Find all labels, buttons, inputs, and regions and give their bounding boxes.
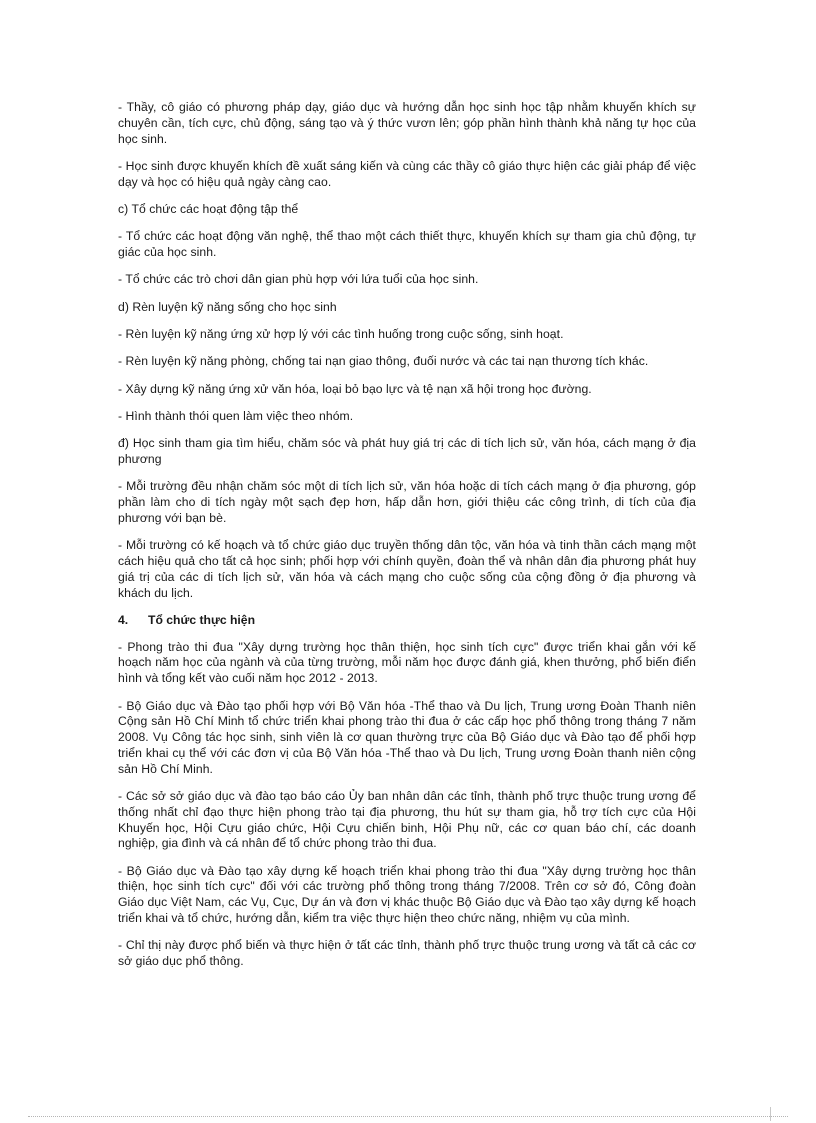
paragraph-ministry-coordination: - Bộ Giáo dục và Đào tạo phối hợp với Bộ Văn hóa -Thể thao và Du lịch, Trung ương Đoàn Thanh niên Cộng sản Hồ Chí Minh tổ chức triển khai phong trào thi đua ở các cấp học phổ thông trong tháng 7 năm 2008. Vụ Công tác học sinh, sinh viên là cơ quan thường trực của Bộ Giáo dục và Đào tạo để phối hợp triển khai cụ thể với các đơn vị của Bộ Văn hóa -Thể thao và Du lịch, Trung ương Đoàn thanh niên cộng sản Hồ Chí Minh. xyxy=(118,698,696,776)
document-page xyxy=(118,100,696,981)
subheading-life-skills: d) Rèn luyện kỹ năng sống cho học sinh xyxy=(118,299,337,314)
subheading-heritage: đ) Học sinh tham gia tìm hiểu, chăm sóc và phát huy giá trị các di tích lịch sử, văn hóa, cách mạng ở địa phương xyxy=(118,436,696,466)
paragraph-student-initiatives: - Học sinh được khuyến khích đề xuất sáng kiến và cùng các thầy cô giáo thực hiện các giải pháp để việc dạy và học có hiệu quả ngày càng cao. xyxy=(118,158,696,189)
paragraph-heritage-care: - Mỗi trường đều nhận chăm sóc một di tích lịch sử, văn hóa hoặc di tích cách mạng ở địa phương, góp phần làm cho di tích ngày một sạch đẹp hơn, hấp dẫn hơn, giới thiệu các công trình, di tích của địa phương với bạn bè. xyxy=(118,479,696,525)
section-title: Tổ chức thực hiện xyxy=(148,612,256,627)
paragraph-campaign-plan: - Phong trào thi đua "Xây dựng trường học thân thiện, học sinh tích cực" được triển khai gắn với kế hoạch năm học của ngành và của từng trường, mỗi năm học được đánh giá, khen thưởng, phổ biến điển hình và tổng kết vào cuối năm học 2012 - 2013. xyxy=(118,639,696,686)
subheading-collective-activities: c) Tổ chức các hoạt động tập thể xyxy=(118,201,299,216)
paragraph-teamwork: - Hình thành thói quen làm việc theo nhóm. xyxy=(118,408,354,423)
paragraph-behavior-skills: - Rèn luyện kỹ năng ứng xử hợp lý với các tình huống trong cuộc sống, sinh hoạt. xyxy=(118,326,564,341)
paragraph-provincial-departments: - Các sở sở giáo dục và đào tạo báo cáo Ủy ban nhân dân các tỉnh, thành phố trực thuộc trung ương để thống nhất chỉ đạo thực hiện phong trào tại địa phương, thu hút sự tham gia, hỗ trợ tích cực của Hội Khuyến học, Hội Cựu giáo chức, Hội Cựu chiến binh, Hội Phụ nữ, các cơ quan báo chí, các doanh nghiệp, gia đình và cá nhân để tổ chức phong trào thi đua. xyxy=(118,789,696,851)
paragraph-implementation-plan: - Bộ Giáo dục và Đào tạo xây dựng kế hoạch triển khai phong trào thi đua "Xây dựng trường học thân thiện, học sinh tích cực" đối với các trường phổ thông trong tháng 7/2008. Trên cơ sở đó, Công đoàn Giáo dục Việt Nam, các Vụ, Cục, Dự án và đơn vị khác thuộc Bộ Giáo dục và Đào tạo xây dựng kế hoạch triển khai và tổ chức, hướng dẫn, kiểm tra việc thực hiện theo chức năng, nhiệm vụ của mình. xyxy=(118,863,696,926)
paragraph-cultural-behavior: - Xây dựng kỹ năng ứng xử văn hóa, loại bỏ bạo lực và tệ nạn xã hội trong học đường. xyxy=(118,381,592,396)
paragraph-teachers-methods: - Thầy, cô giáo có phương pháp dạy, giáo dục và hướng dẫn học sinh học tập nhằm khuyến khích sự chuyên cần, tích cực, chủ động, sáng tạo và ý thức vươn lên; góp phần hình thành khả năng tự học của học sinh. xyxy=(118,100,696,146)
section-heading xyxy=(118,613,696,629)
paragraph-tradition-education: - Mỗi trường có kế hoạch và tổ chức giáo dục truyền thống dân tộc, văn hóa và tinh thần cách mạng một cách hiệu quả cho tất cả học sinh; phối hợp với chính quyền, đoàn thể và nhân dân địa phương phát huy giá trị của các di tích lịch sử, văn hóa và cách mạng cho cuộc sống của cộng đồng ở địa phương và khách du lịch. xyxy=(118,538,696,600)
paragraph-folk-games: - Tổ chức các trò chơi dân gian phù hợp với lứa tuổi của học sinh. xyxy=(118,272,479,287)
paragraph-arts-sports: - Tổ chức các hoạt động văn nghệ, thể thao một cách thiết thực, khuyến khích sự tham gia chủ động, tự giác của học sinh. xyxy=(118,229,696,260)
paragraph-accident-prevention: - Rèn luyện kỹ năng phòng, chống tai nạn giao thông, đuối nước và các tai nạn thương tích khác. xyxy=(118,354,649,369)
page-bottom-rule xyxy=(28,1116,788,1117)
page-corner-mark xyxy=(770,1107,771,1121)
paragraph-directive-dissemination: - Chỉ thị này được phổ biến và thực hiện ở tất các tỉnh, thành phố trực thuộc trung ương và tất cả các cơ sở giáo dục phổ thông. xyxy=(118,938,696,969)
section-number: 4. xyxy=(118,612,129,627)
